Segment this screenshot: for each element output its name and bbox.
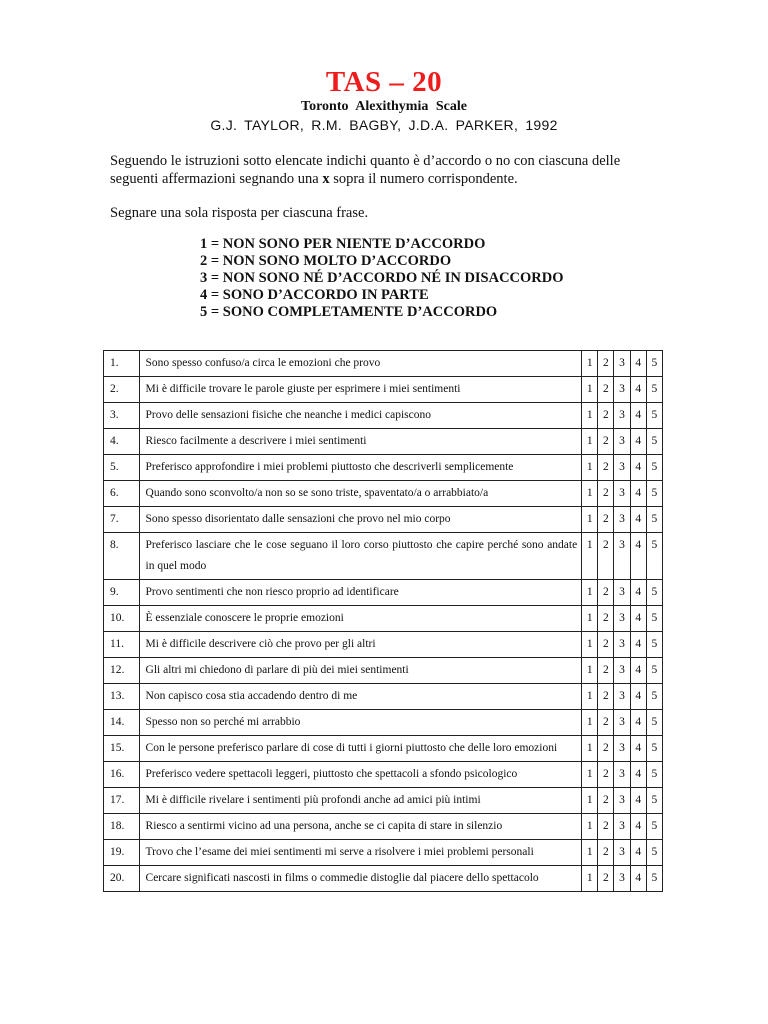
response-option-2[interactable]: 2 <box>598 814 614 840</box>
response-option-1[interactable]: 1 <box>582 840 598 866</box>
response-option-1[interactable]: 1 <box>582 658 598 684</box>
response-option-3[interactable]: 3 <box>614 658 630 684</box>
response-option-2[interactable]: 2 <box>598 658 614 684</box>
response-option-3[interactable]: 3 <box>614 684 630 710</box>
response-option-5[interactable]: 5 <box>646 684 662 710</box>
response-option-5[interactable]: 5 <box>646 788 662 814</box>
legend-label: = NON SONO MOLTO D’ACCORDO <box>207 253 452 269</box>
response-option-4[interactable]: 4 <box>630 866 646 892</box>
response-option-5[interactable]: 5 <box>646 580 662 606</box>
response-option-1[interactable]: 1 <box>582 455 598 481</box>
response-option-4[interactable]: 4 <box>630 736 646 762</box>
response-option-1[interactable]: 1 <box>582 351 598 377</box>
item-statement: Non capisco cosa stia accadendo dentro di me <box>139 684 582 710</box>
response-option-2[interactable]: 2 <box>598 840 614 866</box>
response-option-1[interactable]: 1 <box>582 762 598 788</box>
response-option-1[interactable]: 1 <box>582 606 598 632</box>
table-row <box>104 788 663 814</box>
item-number: 8. <box>104 533 140 580</box>
response-option-5[interactable]: 5 <box>646 377 662 403</box>
response-option-1[interactable]: 1 <box>582 866 598 892</box>
intro-paragraph <box>110 152 662 188</box>
response-option-2[interactable]: 2 <box>598 377 614 403</box>
response-option-2[interactable]: 2 <box>598 606 614 632</box>
item-number: 17. <box>104 788 140 814</box>
response-option-3[interactable]: 3 <box>614 455 630 481</box>
authors-line: G.J. TAYLOR, R.M. BAGBY, J.D.A. PARKER, 1992 <box>210 117 558 133</box>
response-option-5[interactable]: 5 <box>646 840 662 866</box>
response-option-1[interactable]: 1 <box>582 684 598 710</box>
instruction-text: Segnare una sola risposta per ciascuna frase. <box>110 205 369 221</box>
response-option-3[interactable]: 3 <box>614 507 630 533</box>
response-option-2[interactable]: 2 <box>598 351 614 377</box>
response-option-4[interactable]: 4 <box>630 814 646 840</box>
table-row <box>104 429 663 455</box>
response-option-4[interactable]: 4 <box>630 580 646 606</box>
response-option-4[interactable]: 4 <box>630 684 646 710</box>
item-statement: Provo sentimenti che non riesco proprio ad identificare <box>139 580 582 606</box>
table-row <box>104 377 663 403</box>
table-row <box>104 736 663 762</box>
response-option-4[interactable]: 4 <box>630 632 646 658</box>
response-option-1[interactable]: 1 <box>582 429 598 455</box>
table-row <box>104 507 663 533</box>
item-number: 4. <box>104 429 140 455</box>
item-number: 12. <box>104 658 140 684</box>
item-statement: Cercare significati nascosti in films o commedie distoglie dal piacere dello spettacolo <box>139 866 582 892</box>
response-option-2[interactable]: 2 <box>598 736 614 762</box>
document-subtitle: Toronto Alexithymia Scale <box>301 99 467 114</box>
response-option-2[interactable]: 2 <box>598 429 614 455</box>
item-statement: Mi è difficile rivelare i sentimenti più profondi anche ad amici più intimi <box>139 788 582 814</box>
response-option-4[interactable]: 4 <box>630 533 646 580</box>
response-option-1[interactable]: 1 <box>582 403 598 429</box>
item-number: 14. <box>104 710 140 736</box>
legend-label: = SONO COMPLETAMENTE D’ACCORDO <box>207 304 498 320</box>
response-option-4[interactable]: 4 <box>630 658 646 684</box>
response-option-5[interactable]: 5 <box>646 762 662 788</box>
item-number: 6. <box>104 481 140 507</box>
response-option-5[interactable]: 5 <box>646 533 662 580</box>
response-option-5[interactable]: 5 <box>646 606 662 632</box>
item-number: 5. <box>104 455 140 481</box>
response-option-3[interactable]: 3 <box>614 788 630 814</box>
intro-text-start: Seguendo le istruzioni sotto elencate indichi quanto è d’accordo o no con ciascuna delle seguenti affermazioni segnando una <box>110 153 621 187</box>
table-row <box>104 351 663 377</box>
table-row <box>104 762 663 788</box>
item-statement: Spesso non so perché mi arrabbio <box>139 710 582 736</box>
response-option-3[interactable]: 3 <box>614 580 630 606</box>
legend-row <box>200 270 660 287</box>
response-option-1[interactable]: 1 <box>582 788 598 814</box>
response-option-5[interactable]: 5 <box>646 481 662 507</box>
table-row <box>104 684 663 710</box>
legend-number: 2 <box>200 253 208 269</box>
response-option-4[interactable]: 4 <box>630 377 646 403</box>
item-number: 2. <box>104 377 140 403</box>
table-row <box>104 710 663 736</box>
response-option-4[interactable]: 4 <box>630 788 646 814</box>
response-option-3[interactable]: 3 <box>614 429 630 455</box>
response-option-5[interactable]: 5 <box>646 429 662 455</box>
response-option-1[interactable]: 1 <box>582 481 598 507</box>
response-option-5[interactable]: 5 <box>646 710 662 736</box>
response-option-1[interactable]: 1 <box>582 533 598 580</box>
item-number: 19. <box>104 840 140 866</box>
response-option-1[interactable]: 1 <box>582 710 598 736</box>
response-option-2[interactable]: 2 <box>598 455 614 481</box>
table-row <box>104 481 663 507</box>
item-statement: Gli altri mi chiedono di parlare di più dei miei sentimenti <box>139 658 582 684</box>
table-row <box>104 455 663 481</box>
item-statement: Preferisco vedere spettacoli leggeri, piuttosto che spettacoli a sfondo psicologico <box>139 762 582 788</box>
item-statement: Riesco facilmente a descrivere i miei sentimenti <box>139 429 582 455</box>
table-row <box>104 840 663 866</box>
item-number: 7. <box>104 507 140 533</box>
response-option-4[interactable]: 4 <box>630 455 646 481</box>
legend-number: 5 <box>200 304 208 320</box>
response-option-3[interactable]: 3 <box>614 736 630 762</box>
response-option-5[interactable]: 5 <box>646 866 662 892</box>
response-option-2[interactable]: 2 <box>598 684 614 710</box>
table-row <box>104 632 663 658</box>
response-option-3[interactable]: 3 <box>614 710 630 736</box>
response-option-2[interactable]: 2 <box>598 403 614 429</box>
item-number: 15. <box>104 736 140 762</box>
item-statement: Mi è difficile trovare le parole giuste per esprimere i miei sentimenti <box>139 377 582 403</box>
table-row <box>104 533 663 580</box>
item-number: 20. <box>104 866 140 892</box>
response-option-3[interactable]: 3 <box>614 632 630 658</box>
response-option-1[interactable]: 1 <box>582 814 598 840</box>
response-option-3[interactable]: 3 <box>614 377 630 403</box>
item-statement: Mi è difficile descrivere ciò che provo per gli altri <box>139 632 582 658</box>
item-statement: Provo delle sensazioni fisiche che neanche i medici capiscono <box>139 403 582 429</box>
response-option-5[interactable]: 5 <box>646 403 662 429</box>
response-option-1[interactable]: 1 <box>582 507 598 533</box>
response-option-4[interactable]: 4 <box>630 762 646 788</box>
response-option-4[interactable]: 4 <box>630 710 646 736</box>
legend-label: = NON SONO NÉ D’ACCORDO NÉ IN DISACCORDO <box>207 270 564 286</box>
response-option-4[interactable]: 4 <box>630 403 646 429</box>
item-statement: Riesco a sentirmi vicino ad una persona, anche se ci capita di stare in silenzio <box>139 814 582 840</box>
table-row <box>104 580 663 606</box>
legend-label: = SONO D’ACCORDO IN PARTE <box>207 287 429 303</box>
item-number: 1. <box>104 351 140 377</box>
response-option-2[interactable]: 2 <box>598 481 614 507</box>
table-row <box>104 658 663 684</box>
legend-row <box>200 287 660 304</box>
response-option-3[interactable]: 3 <box>614 762 630 788</box>
response-option-5[interactable]: 5 <box>646 658 662 684</box>
item-number: 11. <box>104 632 140 658</box>
response-option-2[interactable]: 2 <box>598 632 614 658</box>
response-option-5[interactable]: 5 <box>646 814 662 840</box>
response-option-2[interactable]: 2 <box>598 507 614 533</box>
response-option-2[interactable]: 2 <box>598 788 614 814</box>
item-number: 13. <box>104 684 140 710</box>
response-option-3[interactable]: 3 <box>614 840 630 866</box>
response-option-3[interactable]: 3 <box>614 481 630 507</box>
item-number: 10. <box>104 606 140 632</box>
response-option-2[interactable]: 2 <box>598 762 614 788</box>
response-option-3[interactable]: 3 <box>614 606 630 632</box>
intro-mark-x: x <box>322 171 330 187</box>
item-statement: È essenziale conoscere le proprie emozioni <box>139 606 582 632</box>
response-option-3[interactable]: 3 <box>614 866 630 892</box>
response-option-2[interactable]: 2 <box>598 580 614 606</box>
scale-legend <box>200 236 660 321</box>
response-option-1[interactable]: 1 <box>582 736 598 762</box>
item-statement: Sono spesso confuso/a circa le emozioni che provo <box>139 351 582 377</box>
legend-row <box>200 236 660 253</box>
items-table <box>103 350 663 892</box>
response-option-1[interactable]: 1 <box>582 580 598 606</box>
item-statement: Trovo che l’esame dei miei sentimenti mi serve a risolvere i miei problemi personali <box>139 840 582 866</box>
table-row <box>104 814 663 840</box>
response-option-5[interactable]: 5 <box>646 455 662 481</box>
table-row <box>104 403 663 429</box>
table-row <box>104 866 663 892</box>
response-option-5[interactable]: 5 <box>646 632 662 658</box>
response-option-5[interactable]: 5 <box>646 507 662 533</box>
item-number: 3. <box>104 403 140 429</box>
response-option-2[interactable]: 2 <box>598 710 614 736</box>
response-option-2[interactable]: 2 <box>598 866 614 892</box>
response-option-2[interactable]: 2 <box>598 533 614 580</box>
item-number: 18. <box>104 814 140 840</box>
response-option-3[interactable]: 3 <box>614 814 630 840</box>
response-option-4[interactable]: 4 <box>630 481 646 507</box>
response-option-3[interactable]: 3 <box>614 533 630 580</box>
item-number: 16. <box>104 762 140 788</box>
response-option-4[interactable]: 4 <box>630 606 646 632</box>
item-statement: Sono spesso disorientato dalle sensazioni che provo nel mio corpo <box>139 507 582 533</box>
legend-label: = NON SONO PER NIENTE D’ACCORDO <box>207 236 486 252</box>
item-statement: Con le persone preferisco parlare di cose di tutti i giorni piuttosto che delle loro emozioni <box>139 736 582 762</box>
legend-number: 1 <box>200 236 208 252</box>
item-number: 9. <box>104 580 140 606</box>
response-option-5[interactable]: 5 <box>646 351 662 377</box>
response-option-4[interactable]: 4 <box>630 351 646 377</box>
response-option-1[interactable]: 1 <box>582 377 598 403</box>
table-row <box>104 606 663 632</box>
response-option-3[interactable]: 3 <box>614 351 630 377</box>
document-title: TAS – 20 <box>325 66 443 98</box>
legend-number: 3 <box>200 270 208 286</box>
legend-row <box>200 304 660 321</box>
item-statement: Quando sono sconvolto/a non so se sono triste, spaventato/a o arrabbiato/a <box>139 481 582 507</box>
response-option-1[interactable]: 1 <box>582 632 598 658</box>
response-option-3[interactable]: 3 <box>614 403 630 429</box>
response-option-4[interactable]: 4 <box>630 840 646 866</box>
response-option-4[interactable]: 4 <box>630 429 646 455</box>
response-option-4[interactable]: 4 <box>630 507 646 533</box>
item-statement: Preferisco lasciare che le cose seguano il loro corso piuttosto che capire perché sono andate in quel modo <box>139 533 582 580</box>
legend-row <box>200 253 660 270</box>
item-statement: Preferisco approfondire i miei problemi piuttosto che descriverli semplicemente <box>139 455 582 481</box>
legend-number: 4 <box>200 287 208 303</box>
response-option-5[interactable]: 5 <box>646 736 662 762</box>
intro-text-end: sopra il numero corrispondente. <box>329 171 518 187</box>
